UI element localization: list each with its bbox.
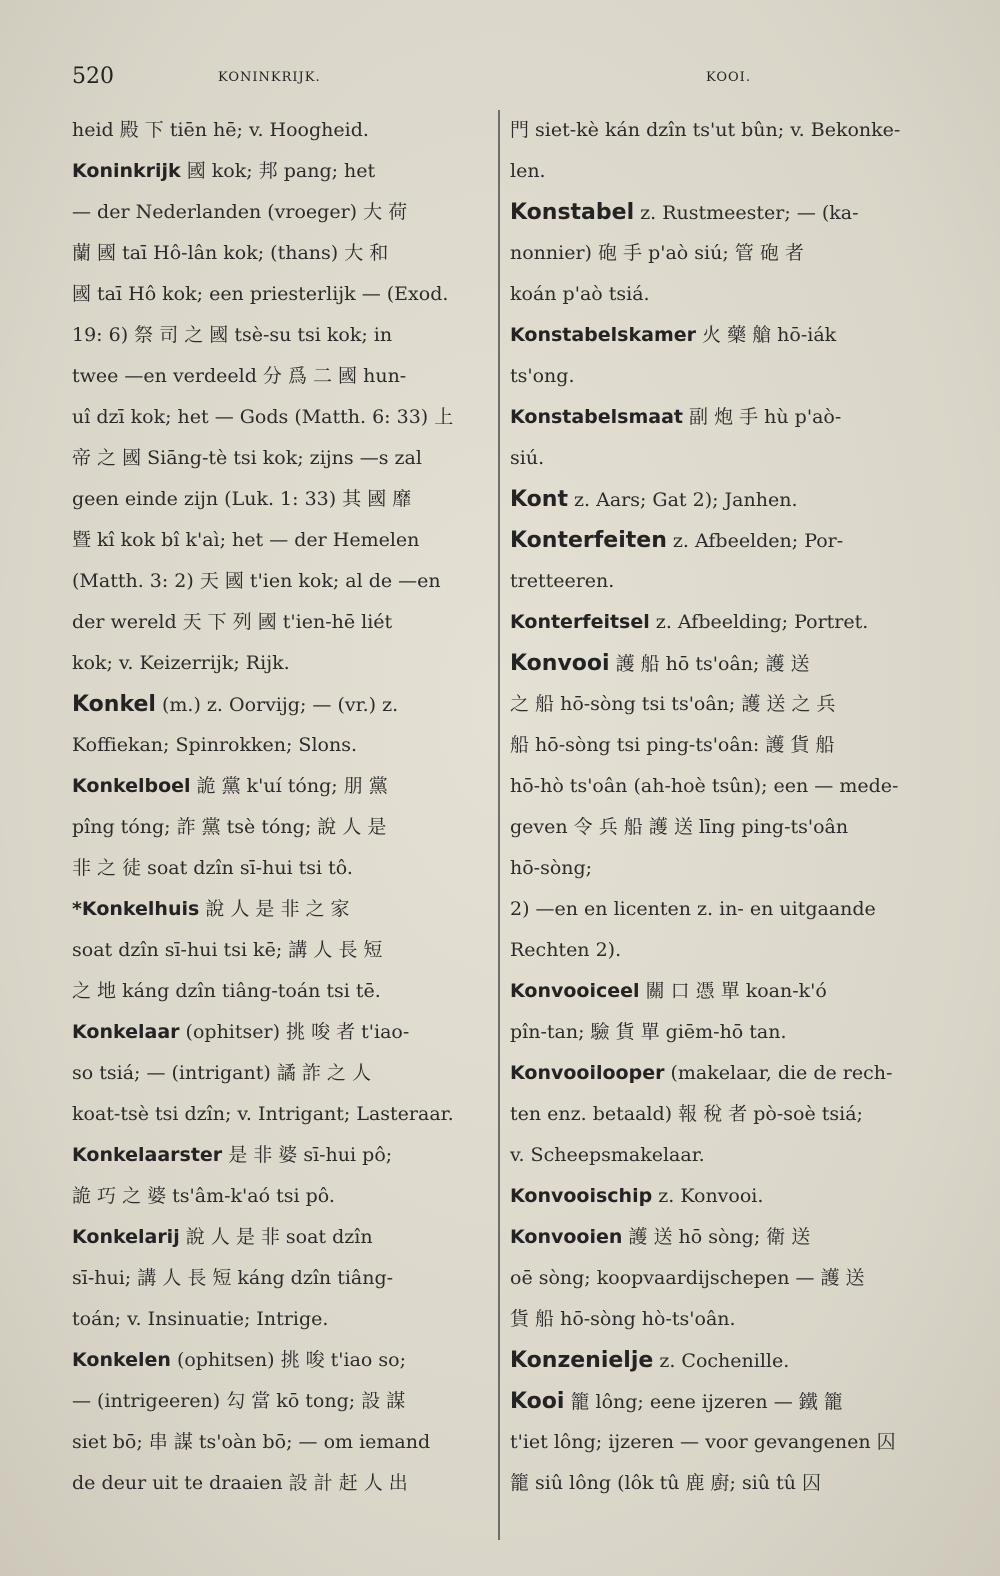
entry-text: nonnier) 砲 手 p'aò siú; 管 砲 者: [510, 242, 804, 264]
dictionary-entry-line: [510, 315, 940, 356]
entry-text: len.: [510, 160, 546, 182]
text-line: [510, 438, 940, 479]
text-line: [510, 356, 940, 397]
entry-text: 國 kok; 邦 pang; het: [180, 160, 376, 182]
entry-text: 詭 黨 k'uí tóng; 朋 黨: [190, 775, 388, 797]
text-line: [72, 1053, 490, 1094]
entry-text: 詭 巧 之 婆 ts'âm-k'aó tsi pô.: [72, 1185, 335, 1207]
entry-text: tretteeren.: [510, 570, 615, 592]
entry-text: 非 之 徒 soat dzîn sī-hui tsi tô.: [72, 857, 353, 879]
text-line: [72, 479, 490, 520]
text-line: [510, 233, 940, 274]
entry-text: 帝 之 國 Siāng-tè tsi kok; zijns —s zal: [72, 447, 422, 469]
entry-text: 19: 6) 祭 司 之 國 tsè-su tsi kok; in: [72, 324, 393, 346]
entry-text: geven 令 兵 船 護 送 līng ping-ts'oân: [510, 816, 849, 838]
dictionary-entry-line: [510, 1217, 940, 1258]
left-column: [72, 110, 490, 1504]
headword: Konkelen: [72, 1349, 171, 1371]
text-line: [510, 930, 940, 971]
entry-text: z. Afbeelden; Por-: [666, 530, 844, 552]
entry-text: sī-hui; 講 人 長 短 káng dzîn tiâng-: [72, 1267, 394, 1289]
dictionary-entry-line: [72, 151, 490, 192]
page-number: 520: [72, 64, 114, 89]
entry-text: 火 藥 艙 hō-iák: [696, 324, 837, 346]
text-line: [510, 1422, 940, 1463]
dictionary-entry-line: [72, 684, 490, 725]
headword: Konvooischip: [510, 1185, 653, 1207]
headword: Konstabel: [510, 200, 635, 225]
entry-text: soat dzîn sī-hui tsi kē; 講 人 長 短: [72, 939, 383, 961]
entry-text: geen einde zijn (Luk. 1: 33) 其 國 靡: [72, 488, 412, 510]
headword: Konstabelsmaat: [510, 406, 684, 428]
text-line: [72, 848, 490, 889]
text-line: [510, 561, 940, 602]
text-line: [72, 315, 490, 356]
entry-text: pîn-tan; 驗 貨 單 giēm-hō tan.: [510, 1021, 787, 1043]
entry-text: der wereld 天 下 列 國 t'ien-hē liét: [72, 611, 393, 633]
entry-text: 籠 lông; eene ijzeren — 鐵 籠: [564, 1391, 843, 1413]
entry-text: 之 地 káng dzîn tiâng-toán tsi tē.: [72, 980, 381, 1002]
entry-text: 2) —en en licenten z. in- en uitgaande: [510, 898, 876, 920]
text-line: [72, 1094, 490, 1135]
text-line: [510, 151, 940, 192]
headword: Konstabelskamer: [510, 324, 697, 346]
entry-text: (Matth. 3: 2) 天 國 t'ien kok; al de —en: [72, 570, 441, 592]
dictionary-entry-line: [72, 1217, 490, 1258]
entry-text: pîng tóng; 詐 黨 tsè tóng; 說 人 是: [72, 816, 387, 838]
text-line: [72, 807, 490, 848]
headword: Konvooiceel: [510, 980, 640, 1002]
entry-text: 門 siet-kè kán dzîn ts'ut bûn; v. Bekonke-: [510, 119, 901, 141]
headword: *Konkelhuis: [72, 898, 200, 920]
dictionary-entry-line: [510, 1340, 940, 1381]
text-line: [510, 110, 940, 151]
entry-text: 之 船 hō-sòng tsi ts'oân; 護 送 之 兵: [510, 693, 836, 715]
entry-text: 國 taī Hô kok; een priesterlijk — (Exod.: [72, 283, 449, 305]
text-line: [510, 1299, 940, 1340]
headword: Konterfeiten: [510, 528, 667, 553]
text-line: [510, 1012, 940, 1053]
entry-text: 船 hō-sòng tsi ping-ts'oân: 護 貨 船: [510, 734, 835, 756]
text-line: [72, 1299, 490, 1340]
headword: Kooi: [510, 1389, 565, 1414]
text-line: [72, 971, 490, 1012]
entry-text: toán; v. Insinuatie; Intrige.: [72, 1308, 329, 1330]
right-running-head: KOOI.: [706, 70, 751, 85]
dictionary-entry-line: [510, 192, 940, 233]
dictionary-entry-line: [72, 1012, 490, 1053]
entry-text: siú.: [510, 447, 545, 469]
entry-text: 說 人 是 非 之 家: [199, 898, 350, 920]
text-line: [72, 602, 490, 643]
headword: Konkelaarster: [72, 1144, 223, 1166]
dictionary-entry-line: [510, 971, 940, 1012]
dictionary-entry-line: [510, 602, 940, 643]
entry-text: 護 送 hō sòng; 衛 送: [622, 1226, 811, 1248]
entry-text: z. Cochenille.: [653, 1350, 790, 1372]
entry-text: 關 口 憑 單 koan-k'ó: [639, 980, 827, 1002]
headword: Konkelboel: [72, 775, 191, 797]
entry-text: koat-tsè tsi dzîn; v. Intrigant; Lasteraar.: [72, 1103, 454, 1125]
text-line: [72, 1422, 490, 1463]
text-line: [72, 274, 490, 315]
headword: Konkelarij: [72, 1226, 180, 1248]
text-line: [72, 561, 490, 602]
entry-text: v. Scheepsmakelaar.: [510, 1144, 705, 1166]
entry-text: uî dzī kok; het — Gods (Matth. 6: 33) 上: [72, 406, 454, 428]
entry-text: z. Konvooi.: [652, 1185, 764, 1207]
text-line: [72, 397, 490, 438]
text-line: [510, 807, 940, 848]
headword: Konterfeitsel: [510, 611, 650, 633]
page-header: [0, 64, 1000, 94]
text-line: [72, 520, 490, 561]
text-line: [510, 725, 940, 766]
headword: Koninkrijk: [72, 160, 181, 182]
text-line: [72, 356, 490, 397]
text-line: [510, 684, 940, 725]
entry-text: 籠 siû lông (lôk tû 鹿 廚; siû tû 囚: [510, 1472, 821, 1494]
headword: Konvooi: [510, 651, 610, 676]
entry-text: twee —en verdeeld 分 爲 二 國 hun-: [72, 365, 407, 387]
entry-text: 暨 kî kok bî k'aì; het — der Hemelen: [72, 529, 420, 551]
dictionary-entry-line: [510, 520, 940, 561]
headword: Kont: [510, 487, 568, 512]
headword: Konkel: [72, 692, 156, 717]
entry-text: 副 炮 手 hù p'aò-: [683, 406, 842, 428]
entry-text: — der Nederlanden (vroeger) 大 荷: [72, 201, 408, 223]
dictionary-entry-line: [510, 1053, 940, 1094]
entry-text: (ophitsen) 挑 唆 t'iao so;: [170, 1349, 407, 1371]
text-line: [510, 1258, 940, 1299]
dictionary-entry-line: [510, 479, 940, 520]
dictionary-entry-line: [72, 889, 490, 930]
text-line: [510, 1094, 940, 1135]
entry-text: so tsiá; — (intrigant) 譎 詐 之 人: [72, 1062, 371, 1084]
right-column: [510, 110, 940, 1504]
headword: Konvooilooper: [510, 1062, 665, 1084]
text-line: [72, 1176, 490, 1217]
text-line: [72, 1258, 490, 1299]
entry-text: z. Aars; Gat 2); Janhen.: [567, 489, 798, 511]
entry-text: 說 人 是 非 soat dzîn: [179, 1226, 373, 1248]
dictionary-entry-line: [72, 1340, 490, 1381]
entry-text: koán p'aò tsiá.: [510, 283, 650, 305]
headword: Konvooien: [510, 1226, 623, 1248]
text-line: [72, 1463, 490, 1504]
text-line: [72, 643, 490, 684]
text-line: [510, 889, 940, 930]
text-line: [510, 848, 940, 889]
text-line: [72, 725, 490, 766]
text-line: [510, 274, 940, 315]
dictionary-entry-line: [510, 397, 940, 438]
text-line: [72, 110, 490, 151]
entry-text: ts'ong.: [510, 365, 575, 387]
entry-text: hō-hò ts'oân (ah-hoè tsûn); een — mede-: [510, 775, 899, 797]
headword: Konzenielje: [510, 1348, 654, 1373]
column-divider: [498, 110, 500, 1540]
entry-text: hō-sòng;: [510, 857, 593, 879]
entry-text: heid 殿 下 tiēn hē; v. Hoogheid.: [72, 119, 369, 141]
text-line: [510, 766, 940, 807]
entry-text: 護 船 hō ts'oân; 護 送: [609, 653, 810, 675]
dictionary-entry-line: [510, 1381, 940, 1422]
entry-text: 是 非 婆 sī-hui pô;: [222, 1144, 393, 1166]
entry-text: 蘭 國 taī Hô-lân kok; (thans) 大 和: [72, 242, 389, 264]
entry-text: (makelaar, die de rech-: [664, 1062, 893, 1084]
dictionary-entry-line: [510, 643, 940, 684]
entry-text: Koffiekan; Spinrokken; Slons.: [72, 734, 357, 756]
text-line: [510, 1135, 940, 1176]
entry-text: Rechten 2).: [510, 939, 622, 961]
entry-text: (ophitser) 挑 唆 者 t'iao-: [179, 1021, 410, 1043]
dictionary-entry-line: [72, 766, 490, 807]
text-line: [72, 1381, 490, 1422]
entry-text: — (intrigeeren) 勾 當 kō tong; 設 謀: [72, 1390, 406, 1412]
text-line: [72, 438, 490, 479]
text-line: [72, 192, 490, 233]
entry-text: oē sòng; koopvaardijschepen — 護 送: [510, 1267, 865, 1289]
entry-text: z. Rustmeester; — (ka-: [634, 202, 859, 224]
entry-text: de deur uit te draaien 設 計 赶 人 出: [72, 1472, 408, 1494]
entry-text: ten enz. betaald) 報 稅 者 pò-soè tsiá;: [510, 1103, 863, 1125]
entry-text: 貨 船 hō-sòng hò-ts'oân.: [510, 1308, 736, 1330]
text-line: [72, 233, 490, 274]
entry-text: z. Afbeelding; Portret.: [649, 611, 869, 633]
text-line: [510, 1463, 940, 1504]
entry-text: t'iet lông; ijzeren — voor gevangenen 囚: [510, 1431, 896, 1453]
headword: Konkelaar: [72, 1021, 180, 1043]
entry-text: kok; v. Keizerrijk; Rijk.: [72, 652, 290, 674]
entry-text: (m.) z. Oorvijg; — (vr.) z.: [155, 694, 399, 716]
dictionary-entry-line: [510, 1176, 940, 1217]
left-running-head: KONINKRIJK.: [218, 70, 321, 85]
entry-text: siet bō; 串 謀 ts'oàn bō; — om iemand: [72, 1431, 431, 1453]
dictionary-entry-line: [72, 1135, 490, 1176]
text-line: [72, 930, 490, 971]
